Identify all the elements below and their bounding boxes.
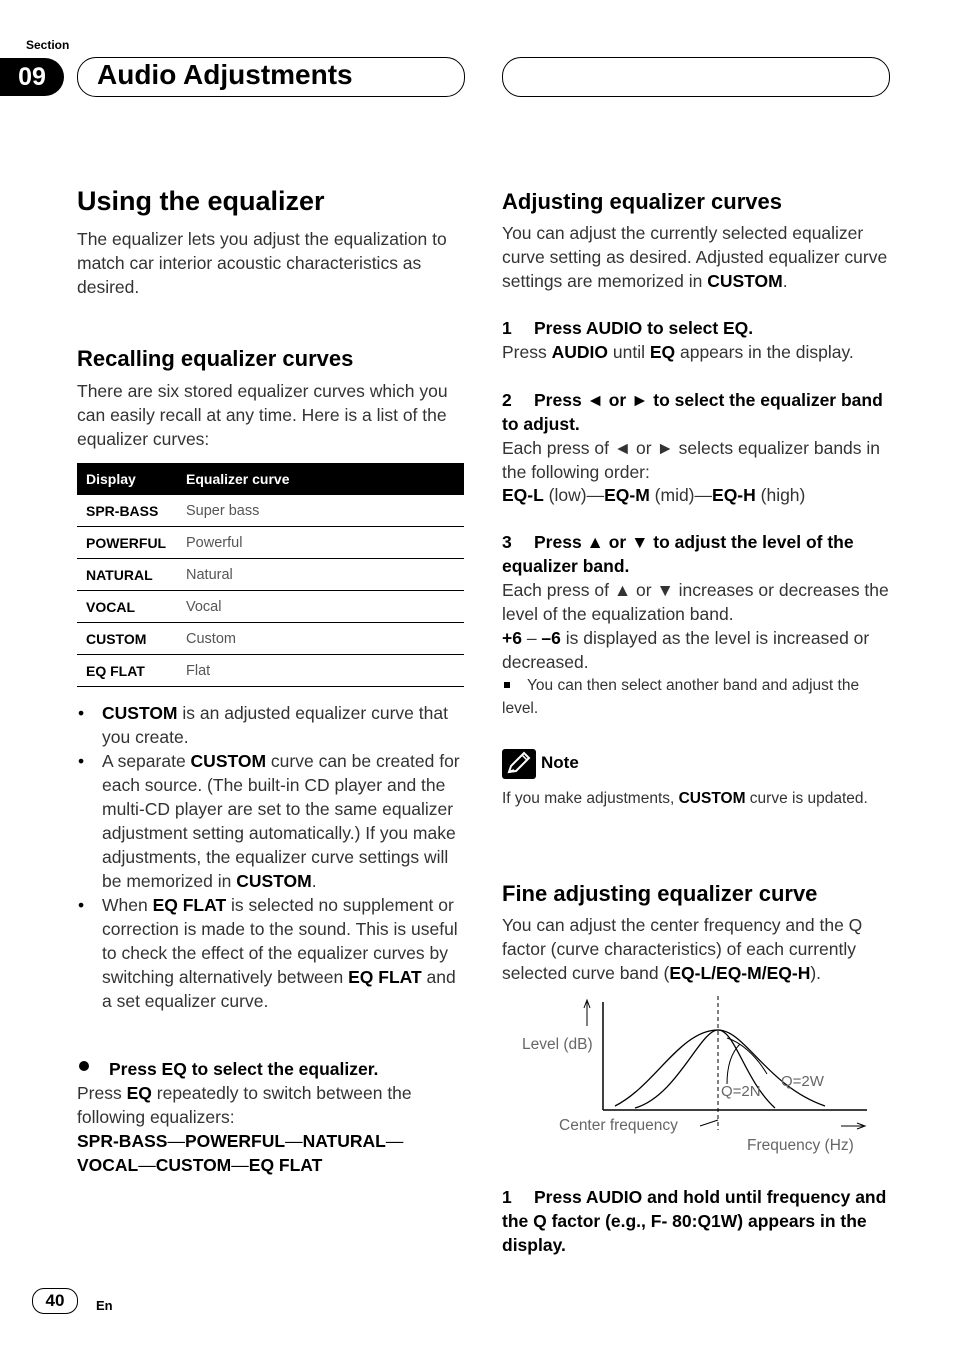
step-1-title: Press AUDIO to select EQ. bbox=[534, 318, 754, 338]
section-label: Section bbox=[26, 38, 70, 52]
step-1-text: Press AUDIO until EQ appears in the display. bbox=[502, 342, 854, 362]
cell-curve: Powerful bbox=[177, 527, 464, 559]
table-row bbox=[77, 655, 464, 687]
list-item: • CUSTOM is an adjusted equalizer curve that you create. bbox=[77, 701, 464, 749]
section-number: 09 bbox=[0, 58, 64, 96]
equalizer-sequence: SPR-BASS—POWERFUL—NATURAL—VOCAL—CUSTOM—EQ FLAT bbox=[77, 1131, 404, 1175]
table-row bbox=[77, 527, 464, 559]
q2n-pointer bbox=[727, 1044, 740, 1084]
equalizer-table bbox=[77, 463, 464, 687]
step-3-title: Press ▲ or ▼ to adjust the level of the equalizer band. bbox=[502, 532, 854, 576]
cell-display: CUSTOM bbox=[77, 623, 177, 655]
header-frame-right bbox=[502, 57, 890, 97]
cell-curve: Vocal bbox=[177, 591, 464, 623]
band-order: EQ-L (low)—EQ-M (mid)—EQ-H (high) bbox=[502, 485, 806, 505]
label-frequency: Frequency (Hz) bbox=[747, 1137, 854, 1154]
table-row bbox=[77, 495, 464, 527]
cell-display: VOCAL bbox=[77, 591, 177, 623]
note-text: If you make adjustments, CUSTOM curve is updated. bbox=[502, 790, 868, 807]
col-display: Display bbox=[77, 463, 177, 495]
heading-using-equalizer: Using the equalizer bbox=[77, 186, 325, 216]
cell-display: SPR-BASS bbox=[77, 495, 177, 527]
cell-display: POWERFUL bbox=[77, 527, 177, 559]
page-title: Audio Adjustments bbox=[97, 59, 353, 90]
page-number: 40 bbox=[32, 1288, 78, 1314]
adjust-text: You can adjust the currently selected equalizer curve setting as desired. Adjusted equalizer curve settings are memorized in CUSTOM. bbox=[502, 223, 888, 291]
heading-recalling: Recalling equalizer curves bbox=[77, 346, 354, 371]
step-bullet-icon bbox=[79, 1061, 89, 1071]
step-2-title: Press ◄ or ► to select the equalizer band to adjust. bbox=[502, 390, 883, 434]
cell-display: NATURAL bbox=[77, 559, 177, 591]
step-3-number: 3 bbox=[502, 532, 512, 552]
list-item: • A separate CUSTOM curve can be created for each source. (The built-in CD player and the multi-CD player are set to the same equalizer adjustment setting automatically.) If you make adjustments, the equalizer curve settings will be memorized in CUSTOM. bbox=[77, 749, 464, 893]
fine-adjust-text: You can adjust the center frequency and the Q factor (curve characteristics) of each currently selected curve band (EQ-L/EQ-M/EQ-H). bbox=[502, 915, 863, 983]
cell-curve: Custom bbox=[177, 623, 464, 655]
step-1-number: 1 bbox=[502, 318, 512, 338]
heading-fine-adjust: Fine adjusting equalizer curve bbox=[502, 881, 818, 906]
note-label: Note bbox=[541, 753, 579, 772]
table-row bbox=[77, 591, 464, 623]
q-factor-diagram bbox=[505, 996, 875, 1161]
q-wide-curve bbox=[615, 1030, 825, 1106]
heading-adjusting: Adjusting equalizer curves bbox=[502, 189, 782, 214]
label-level: Level (dB) bbox=[522, 1036, 593, 1053]
table-header-row bbox=[77, 463, 464, 495]
list-item: • When EQ FLAT is selected no supplement or correction is made to the sound. This is useful to check the effect of the equalizer curves by switching alternatively between EQ FLAT and a set equalizer curve. bbox=[77, 893, 464, 1013]
cell-display: EQ FLAT bbox=[77, 655, 177, 687]
table-row bbox=[77, 623, 464, 655]
language-label: En bbox=[96, 1298, 113, 1313]
press-eq-step: Press EQ to select the equalizer. bbox=[109, 1059, 379, 1079]
center-pointer bbox=[700, 1120, 718, 1126]
press-eq-text: Press EQ repeatedly to switch between the following equalizers: bbox=[77, 1083, 412, 1127]
note-pencil-icon bbox=[502, 749, 536, 779]
cell-curve: Flat bbox=[177, 655, 464, 687]
cell-curve: Super bass bbox=[177, 495, 464, 527]
fine-step-number: 1 bbox=[502, 1187, 512, 1207]
cell-curve: Natural bbox=[177, 559, 464, 591]
fine-step-title: Press AUDIO and hold until frequency and the Q factor (e.g., F- 80:Q1W) appears in the display. bbox=[502, 1187, 887, 1255]
level-range-text: +6 – –6 is displayed as the level is increased or decreased. bbox=[502, 628, 870, 672]
step-3-tip: You can then select another band and adjust the level. bbox=[502, 677, 860, 717]
recall-text: There are six stored equalizer curves which you can easily recall at any time. Here is a list of the equalizer curves: bbox=[77, 381, 448, 449]
label-q2n: Q=2N bbox=[721, 1083, 761, 1100]
col-curve: Equalizer curve bbox=[177, 463, 464, 495]
step-3-text: Each press of ▲ or ▼ increases or decreases the level of the equalization band. bbox=[502, 580, 889, 624]
table-row bbox=[77, 559, 464, 591]
intro-text: The equalizer lets you adjust the equalization to match car interior acoustic characteristics as desired. bbox=[77, 229, 447, 297]
notes-list bbox=[77, 701, 464, 1013]
step-2-text: Each press of ◄ or ► selects equalizer bands in the following order: bbox=[502, 438, 881, 482]
label-q2w: Q=2W bbox=[781, 1073, 824, 1090]
label-center-frequency: Center frequency bbox=[559, 1117, 678, 1134]
step-2-number: 2 bbox=[502, 390, 512, 410]
